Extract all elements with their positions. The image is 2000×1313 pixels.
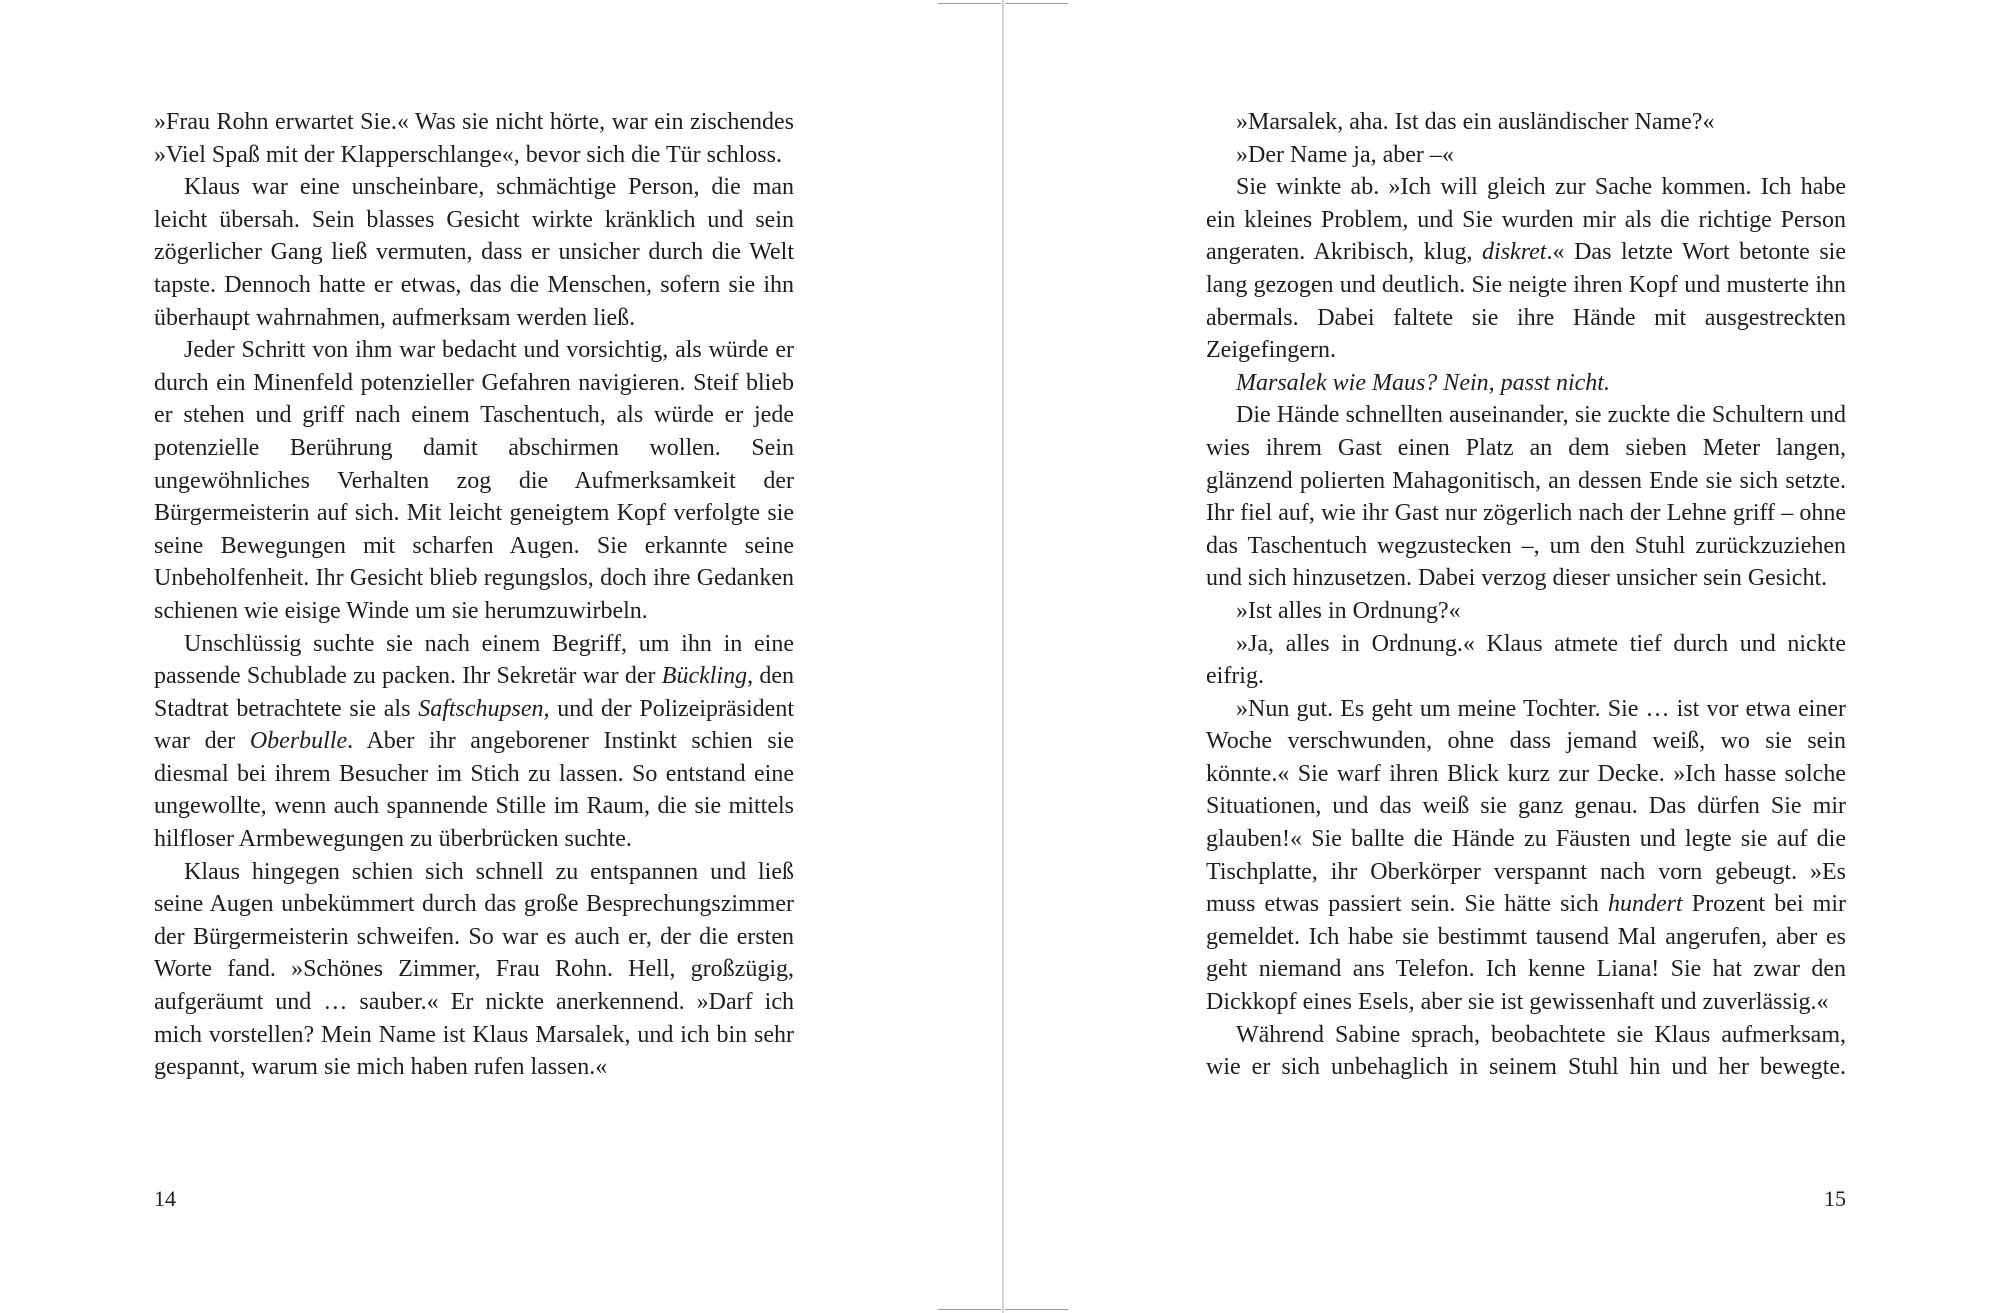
paragraph-text: . Aber ihr angeborener Instinkt schien sie diesmal bei ihrem Besucher im Stich zu lassen. So entstand eine ungewollte, wenn auch spannende Stille im Raum, die sie mittels hilfloser Armbewegungen zu überbrücken suchte. [154,728,795,853]
page-number: 14 [154,1186,176,1211]
paragraph-text: Unschlüssig suchte sie nach einem Begriff, um ihn in eine passende Schublade zu packen. Ihr Sekretär war der [154,630,794,690]
paragraph: Während Sabine sprach, beobachtete sie Klaus aufmerksam, wie er sich unbehaglich in seinem Stuhl hin und her bewegte. [1206,1021,1846,1081]
paragraph: Die Hände schnellten auseinander, sie zuckte die Schultern und wies ihrem Gast einen Platz an dem sieben Meter langen, glänzend polierten Mahagonitisch, an dessen Ende sie sich setzte. Ihr fiel auf, wie ihr Gast nur zögerlich nach der Lehne griff – ohne das Taschentuch wegzustecken –, um den Stuhl zurückzuziehen und sich hinzusetzen. Dabei verzog dieser unsicher sein Gesicht. [1206,402,1846,592]
paragraph-text: Sie winkte ab. »Ich will gleich zur Sache kommen. Ich habe ein kleines Problem, und Sie wurden mir als die richtige Person angeraten. Akribisch, klug, [1206,174,1846,266]
paragraph-text: »Nun gut. Es geht um meine Tochter. Sie … ist vor etwa einer Woche verschwunden, ohne dass jemand weiß, wo sie sein könnte.« Sie warf ihren Blick kurz zur Decke. »Ich hasse solche Situationen, und das weiß sie ganz genau. Das dürfen Sie mir glauben!« Sie ballte die Hände zu Fäusten und legte sie auf die Tischplatte, ihr Oberkörper verspannt nach vorn gebeugt. »Es muss etwas passiert sein. Sie hätte sich [1206,695,1846,918]
right-page-text [1206,106,1846,1084]
emphasis: Marsalek wie Maus? Nein, passt nicht. [1236,369,1610,396]
emphasis: Bückling [661,663,748,690]
emphasis: diskret [1482,239,1547,266]
emphasis: hundert [1607,891,1683,918]
paragraph [1206,367,1846,400]
paragraph: »Der Name ja, aber –« [1236,141,1454,168]
paragraph [1206,693,1846,1019]
paragraph: Klaus war eine unscheinbare, schmächtige Person, die man leicht übersah. Sein blasses Gesicht wirkte kränklich und sein zögerlicher Gang ließ vermuten, dass er unsicher durch die Welt tapste. Dennoch hatte er etwas, das die Menschen, sofern sie ihn überhaupt wahrnahmen, aufmerksam werden ließ. [154,174,794,331]
paragraph-text: .« Das letzte Wort betonte sie lang gezogen und deutlich. Sie neigte ihren Kopf und musterte ihn abermals. Dabei faltete sie ihre Hände mit ausgestreckten Zeigefingern. [1206,239,1846,364]
paragraph [1206,171,1846,367]
paragraph: »Marsalek, aha. Ist das ein ausländischer Name?« [1236,109,1715,135]
left-page-text [154,106,794,1084]
paragraph: »Ist alles in Ordnung?« [1236,597,1461,624]
paragraph-text: Prozent bei mir gemeldet. Ich habe sie bestimmt tausend Mal angerufen, aber es geht niemand ans Telefon. Ich kenne Liana! Sie hat zwar den Dickkopf eines Esels, aber sie ist gewissenhaft und zuverlässig.« [1206,891,1846,1016]
emphasis: Saftschupsen [418,695,544,722]
emphasis: Oberbulle [249,728,348,755]
paragraph: Klaus hingegen schien sich schnell zu entspannen und ließ seine Augen unbekümmert durch das große Besprechungszimmer der Bürgermeisterin schweifen. So war es auch er, der die ersten Worte fand. »Schönes Zimmer, Frau Rohn. Hell, großzügig, aufgeräumt und … sauber.« Er nickte anerkennend. »Darf ich mich vorstellen? Mein Name ist Klaus Marsalek, und ich bin sehr gespannt, warum sie mich haben rufen lassen.« [154,858,794,1081]
paragraph: Jeder Schritt von ihm war bedacht und vorsichtig, als würde er durch ein Minenfeld potenzieller Gefahren navigieren. Steif blieb er stehen und griff nach einem Taschentuch, als würde er jede potenzielle Berührung damit abschirmen wollen. Sein ungewöhnliches Verhalten zog die Aufmerksamkeit der Bürgermeisterin auf sich. Mit leicht geneigtem Kopf verfolgte sie seine Bewegungen mit scharfen Augen. Sie erkannte seine Unbeholfenheit. Ihr Gesicht blieb regungslos, doch ihre Gedanken schienen wie eisige Winde um sie herumzuwirbeln. [154,337,794,624]
paragraph-text: , und der Polizeipräsident war der [154,695,794,755]
paragraph [154,628,794,856]
paragraph-text: , den Stadtrat betrachtete sie als [154,663,794,722]
right-page [1000,0,2000,1313]
paragraph: »Frau Rohn erwartet Sie.« Was sie nicht hörte, war ein zischendes »Viel Spaß mit der Klapperschlange«, bevor sich die Tür schloss. [154,109,794,168]
page-number: 15 [1824,1186,1846,1211]
paragraph: »Ja, alles in Ordnung.« Klaus atmete tief durch und nickte eifrig. [1206,630,1846,690]
